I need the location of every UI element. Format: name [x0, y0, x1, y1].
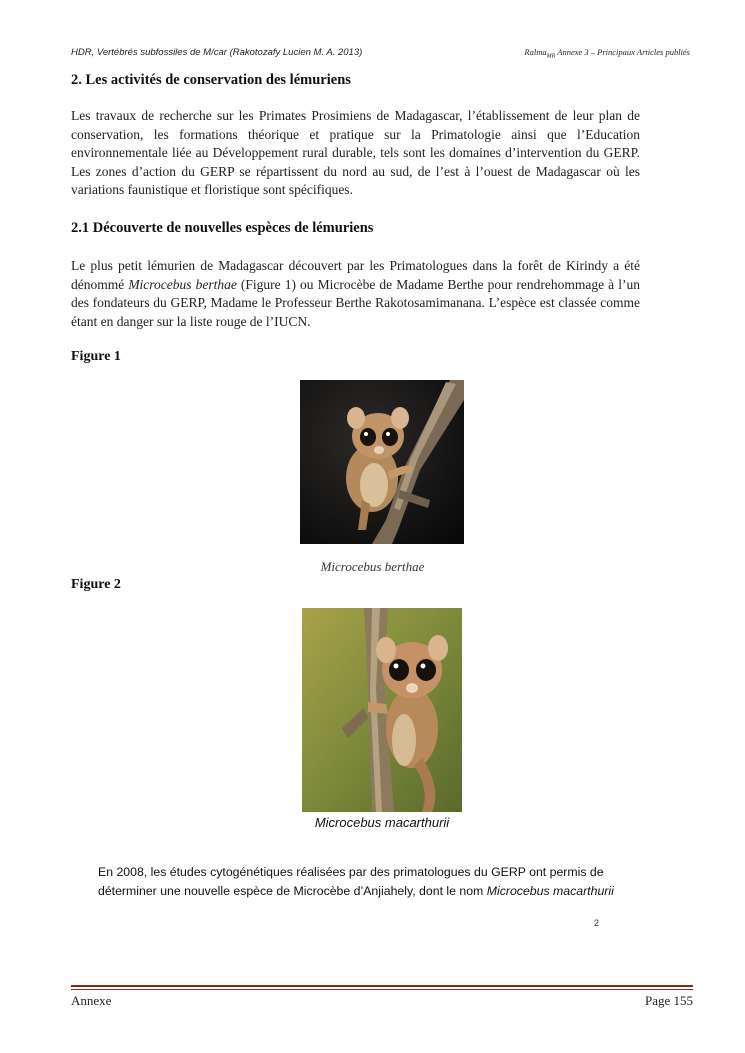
- header-right-subscript: MR: [546, 53, 556, 60]
- figure-2-caption: Microcebus macarthurii: [314, 815, 450, 830]
- section-2-title: 2. Les activités de conservation des lémuriens: [71, 72, 351, 88]
- section-2-paragraph: Les travaux de recherche sur les Primates Prosimiens de Madagascar, l’établissement de leur plan de conservation, les formations théorique et pratique sur la Primatologie ainsi que l’Education environnementale liée au Développement rural durable, tels sont les domaines d’intervention du GERP. Les zones d’action du GERP se répartissent du nord au sud, de l’est à l’ouest de Madagascar où les variations faunistique et floristique sont spécifiques.: [71, 108, 640, 197]
- footer-left-text: Annexe: [71, 993, 112, 1008]
- figure-2-label: Figure 2: [71, 577, 121, 592]
- footer-rule-top: [71, 985, 693, 987]
- header-right-text: [524, 47, 690, 60]
- mouse-lemur-macarthurii-image: [302, 608, 462, 812]
- figure-1-label: Figure 1: [71, 349, 121, 364]
- figure-2-photo: [302, 608, 462, 812]
- species-name-berthae: Microcebus berthae: [128, 276, 237, 292]
- header-right-prefix: Ralma: [524, 47, 547, 57]
- footer-rule-bottom: [71, 989, 693, 990]
- figure-1-caption: Microcebus berthae: [320, 559, 425, 574]
- closing-paragraph: [98, 863, 638, 901]
- header-right-suffix: Annexe 3 – Principaux Articles publiés: [555, 47, 690, 57]
- mouse-lemur-berthae-image: [300, 380, 464, 544]
- figure-1-photo: [300, 380, 464, 544]
- section-2-1-title: 2.1 Découverte de nouvelles espèces de lémuriens: [71, 220, 374, 236]
- header-left-text: HDR, Vertébrés subfossiles de M/car (Rakotozafy Lucien M. A. 2013): [71, 47, 363, 58]
- section-2-1-paragraph: [71, 257, 640, 331]
- section-2-1-text-a: Le plus petit lémurien de Madagascar découvert par les Primatologues dans la forêt de Kirindy a été dénommé: [71, 258, 640, 292]
- inner-page-number: 2: [594, 918, 600, 928]
- section-2-1-text-b: (Figure 1) ou Microcèbe de Madame Berthe pour rendrehommage à l’un des fondateurs du GERP, Madame le Professeur Berthe Rakotosamimanana. L’espèce est classée comme étant en danger sur la liste rouge de l’IUCN.: [71, 276, 640, 329]
- closing-text: En 2008, les études cytogénétiques réalisées par des primatologues du GERP ont permis de déterminer une nouvelle espèce de Microcèbe d’Anjiahely, dont le nom: [98, 865, 604, 898]
- species-name-macarthurii: Microcebus macarthurii: [486, 884, 614, 898]
- footer-page-number: Page 155: [644, 993, 693, 1008]
